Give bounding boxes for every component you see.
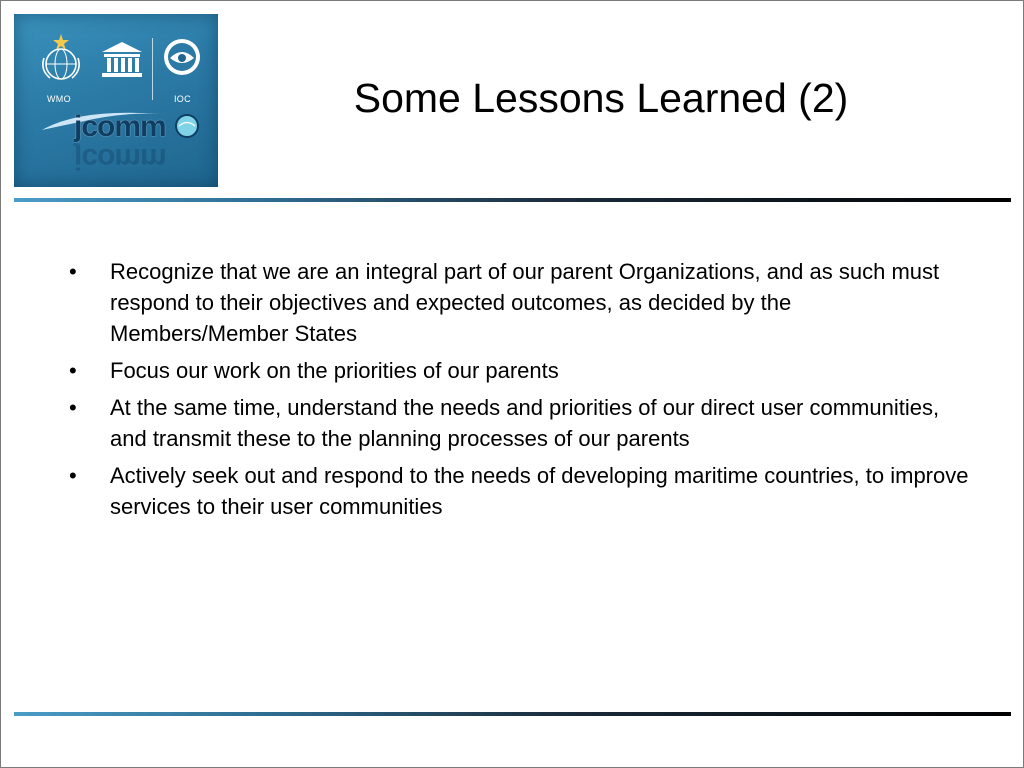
bullet-text: Recognize that we are an integral part of our parent Organizations, and as such must respond to their objectives and expected outcomes, as decided by the Members/Member States: [110, 259, 940, 346]
title-divider: [14, 198, 1011, 202]
logo-panel: [14, 14, 218, 187]
wmo-emblem-icon: [36, 32, 86, 84]
bullet-item: [69, 355, 969, 386]
bullet-item: [69, 392, 969, 454]
jcomm-reflection: jcomm: [74, 142, 166, 175]
bullet-glyph: •: [69, 395, 77, 420]
bullet-list: [69, 256, 969, 528]
bullet-text: At the same time, understand the needs and priorities of our direct user communities, and transmit these to the planning processes of our parents: [110, 395, 940, 451]
logo-row: [14, 32, 218, 112]
ioc-caption: IOC: [174, 94, 191, 104]
unesco-temple-icon: [100, 40, 144, 80]
wmo-caption: WMO: [47, 94, 71, 104]
bullet-item: [69, 256, 969, 349]
bullet-text: Focus our work on the priorities of our parents: [110, 358, 559, 383]
logo-divider: [152, 38, 153, 100]
bullet-glyph: •: [69, 358, 77, 383]
jcomm-wordmark: jcomm: [74, 110, 166, 143]
ioc-emblem-icon: [161, 36, 203, 78]
slide-title: Some Lessons Learned (2): [353, 75, 849, 121]
bullet-item: [69, 460, 969, 522]
footer-divider: [14, 712, 1011, 716]
bullet-glyph: •: [69, 259, 77, 284]
bullet-glyph: •: [69, 463, 77, 488]
bullet-text: Actively seek out and respond to the needs of developing maritime countries, to improve services to their user communities: [110, 463, 969, 519]
jcomm-globe-icon: [174, 113, 200, 139]
